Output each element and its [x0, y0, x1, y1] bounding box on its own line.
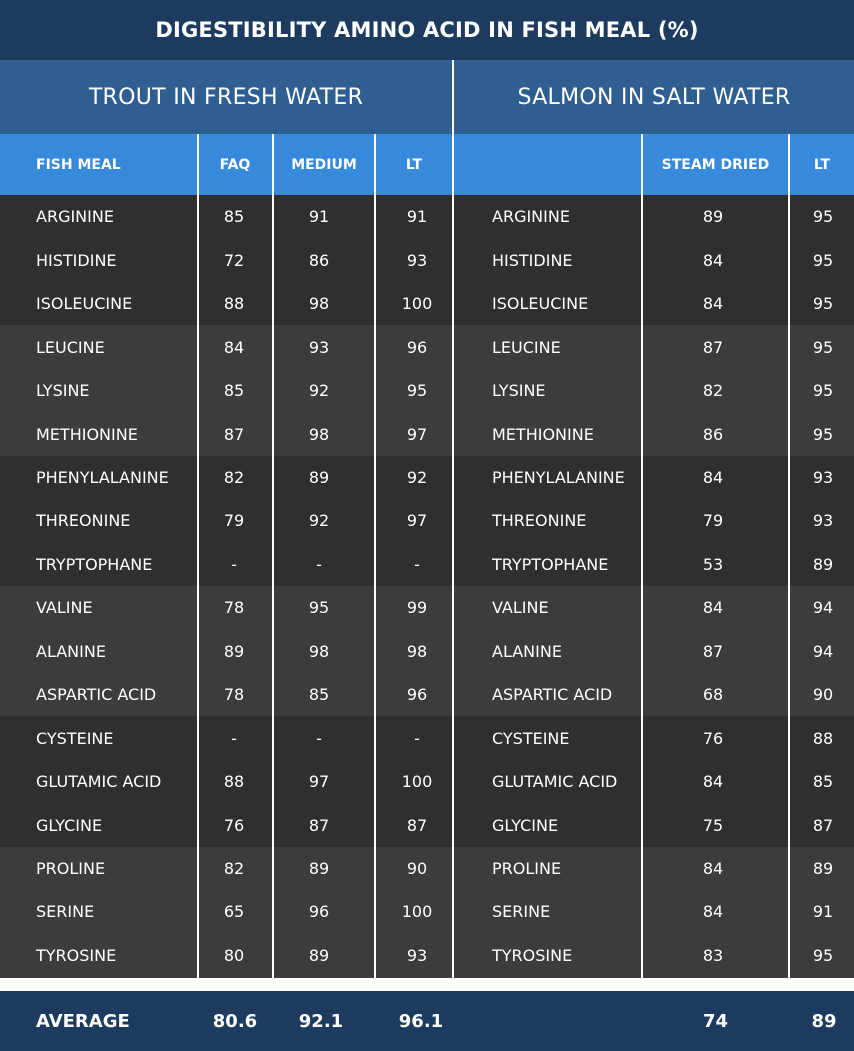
cell-amino-acid-salmon: ASPARTIC ACID: [492, 685, 613, 705]
table-row: [0, 412, 854, 456]
cell-steam-dried: 76: [702, 728, 724, 748]
cell-amino-acid: HISTIDINE: [36, 250, 117, 270]
cell-amino-acid: PHENYLALANINE: [36, 467, 169, 487]
group-header-trout: TROUT IN FRESH WATER: [88, 84, 364, 110]
cell-steam-dried: 83: [702, 945, 724, 965]
cell-amino-acid-salmon: GLYCINE: [492, 815, 559, 835]
cell-lt: 93: [406, 945, 428, 965]
cell-steam-dried: 82: [702, 381, 724, 401]
cell-lt-salmon: 94: [812, 598, 834, 618]
cell-faq: 78: [223, 598, 245, 618]
cell-faq: 80: [223, 945, 245, 965]
cell-lt: 87: [406, 815, 428, 835]
column-header-steam-dried: STEAM DRIED: [661, 156, 770, 173]
cell-amino-acid-salmon: LEUCINE: [492, 337, 561, 357]
cell-lt: -: [414, 554, 420, 574]
cell-amino-acid-salmon: VALINE: [492, 598, 549, 618]
cell-lt: 97: [406, 511, 428, 531]
average-row: [0, 991, 854, 1051]
cell-amino-acid: VALINE: [36, 598, 93, 618]
cell-steam-dried: 75: [702, 815, 724, 835]
cell-steam-dried: 89: [702, 207, 724, 227]
cell-lt: 100: [401, 294, 433, 314]
table-row: [0, 369, 854, 413]
column-header-medium: MEDIUM: [291, 156, 357, 173]
cell-amino-acid-salmon: ISOLEUCINE: [492, 294, 589, 314]
cell-amino-acid: TYROSINE: [36, 945, 117, 965]
cell-lt: 96: [406, 685, 428, 705]
cell-amino-acid: ASPARTIC ACID: [36, 685, 157, 705]
cell-lt-salmon: 85: [812, 772, 834, 792]
cell-amino-acid: TRYPTOPHANE: [36, 554, 153, 574]
cell-amino-acid-salmon: PHENYLALANINE: [492, 467, 625, 487]
table-row: [0, 673, 854, 717]
average-steam-dried: 74: [702, 1010, 729, 1032]
cell-medium: 91: [308, 207, 330, 227]
cell-faq: 78: [223, 685, 245, 705]
cell-medium: -: [316, 728, 322, 748]
cell-amino-acid-salmon: PROLINE: [492, 859, 562, 878]
cell-amino-acid: SERINE: [36, 902, 95, 922]
cell-medium: 85: [308, 685, 330, 705]
cell-lt-salmon: 94: [812, 641, 834, 661]
table-row: [0, 325, 854, 369]
cell-steam-dried: 68: [702, 685, 724, 705]
cell-amino-acid-salmon: ARGININE: [492, 207, 570, 227]
column-header-lt-salmon: LT: [813, 156, 831, 173]
cell-lt: 90: [406, 859, 428, 878]
cell-faq: 85: [223, 207, 245, 227]
table-row: [0, 543, 854, 587]
table-row: [0, 630, 854, 674]
table-row: [0, 499, 854, 543]
cell-faq: -: [231, 554, 237, 574]
cell-faq: 82: [223, 859, 245, 878]
column-header-blank: [492, 134, 640, 195]
cell-lt: 98: [406, 641, 428, 661]
cell-amino-acid: ISOLEUCINE: [36, 294, 133, 314]
cell-medium: 89: [308, 859, 330, 878]
table-row: [0, 716, 854, 760]
cell-faq: 88: [223, 294, 245, 314]
cell-lt-salmon: 93: [812, 467, 834, 487]
cell-steam-dried: 53: [702, 554, 724, 574]
cell-steam-dried: 86: [702, 424, 724, 444]
cell-medium: 87: [308, 815, 330, 835]
table-row: [0, 238, 854, 282]
column-header-row: [0, 134, 854, 195]
average-lt: 96.1: [398, 1010, 444, 1032]
cell-amino-acid-salmon: ALANINE: [492, 641, 562, 661]
cell-lt: 92: [406, 467, 428, 487]
cell-lt-salmon: 95: [812, 250, 834, 270]
column-header-fish-meal: FISH MEAL: [36, 156, 121, 173]
column-separator: [374, 134, 376, 985]
cell-medium: 86: [308, 250, 330, 270]
cell-amino-acid: METHIONINE: [36, 424, 138, 444]
average-medium: 92.1: [298, 1010, 344, 1032]
cell-amino-acid-salmon: GLUTAMIC ACID: [492, 772, 618, 792]
cell-lt: 99: [406, 598, 428, 618]
cell-steam-dried: 84: [702, 772, 724, 792]
column-separator: [272, 134, 274, 985]
cell-faq: 65: [223, 902, 245, 922]
cell-medium: -: [316, 554, 322, 574]
cell-lt-salmon: 91: [812, 902, 834, 922]
cell-lt-salmon: 95: [812, 945, 834, 965]
cell-faq: 72: [223, 250, 245, 270]
group-header-salmon: SALMON IN SALT WATER: [517, 84, 791, 110]
cell-steam-dried: 84: [702, 902, 724, 922]
table-body: [0, 195, 854, 985]
cell-faq: 87: [223, 424, 245, 444]
cell-lt-salmon: 88: [812, 728, 834, 748]
table-row: [0, 586, 854, 630]
cell-amino-acid: CYSTEINE: [36, 728, 114, 748]
cell-lt: 91: [406, 207, 428, 227]
cell-faq: 89: [223, 641, 245, 661]
table-row: [0, 195, 854, 239]
average-lt-salmon: 89: [811, 1010, 837, 1032]
cell-medium: 98: [308, 424, 330, 444]
cell-amino-acid-salmon: CYSTEINE: [492, 728, 570, 748]
cell-amino-acid: GLUTAMIC ACID: [36, 772, 162, 792]
cell-faq: 85: [223, 381, 245, 401]
group-header-row: [0, 60, 854, 134]
cell-steam-dried: 79: [702, 511, 724, 531]
cell-lt: -: [414, 728, 420, 748]
cell-lt-salmon: 89: [812, 554, 834, 574]
cell-medium: 89: [308, 467, 330, 487]
cell-medium: 92: [308, 511, 330, 531]
cell-amino-acid-salmon: LYSINE: [492, 381, 546, 401]
column-separator: [788, 134, 790, 985]
table-row: [0, 890, 854, 934]
cell-lt: 97: [406, 424, 428, 444]
cell-amino-acid-salmon: TRYPTOPHANE: [492, 554, 609, 574]
cell-faq: 79: [223, 511, 245, 531]
cell-amino-acid-salmon: HISTIDINE: [492, 250, 573, 270]
cell-faq: 82: [223, 467, 245, 487]
cell-faq: 84: [223, 337, 245, 357]
cell-amino-acid: LYSINE: [36, 381, 90, 401]
cell-lt-salmon: 95: [812, 207, 834, 227]
cell-lt-salmon: 89: [812, 859, 834, 878]
cell-amino-acid: ARGININE: [36, 207, 114, 227]
cell-faq: 88: [223, 772, 245, 792]
column-separator: [641, 134, 643, 985]
cell-medium: 96: [308, 902, 330, 922]
cell-amino-acid-salmon: SERINE: [492, 902, 551, 922]
cell-lt-salmon: 95: [812, 424, 834, 444]
cell-lt-salmon: 87: [812, 815, 834, 835]
average-label: AVERAGE: [36, 1010, 130, 1032]
table-row: [0, 456, 854, 500]
average-faq: 80.6: [212, 1010, 258, 1032]
cell-medium: 97: [308, 772, 330, 792]
cell-amino-acid-salmon: TYROSINE: [492, 945, 573, 965]
cell-amino-acid: LEUCINE: [36, 337, 105, 357]
cell-steam-dried: 84: [702, 467, 724, 487]
cell-amino-acid-salmon: THREONINE: [492, 511, 587, 531]
cell-faq: -: [231, 728, 237, 748]
table-row: [0, 934, 854, 978]
cell-amino-acid: GLYCINE: [36, 815, 103, 835]
cell-lt: 93: [406, 250, 428, 270]
cell-amino-acid: ALANINE: [36, 641, 106, 661]
cell-lt-salmon: 95: [812, 381, 834, 401]
cell-steam-dried: 84: [702, 250, 724, 270]
cell-medium: 89: [308, 945, 330, 965]
cell-lt: 96: [406, 337, 428, 357]
cell-amino-acid: PROLINE: [36, 859, 106, 878]
cell-medium: 92: [308, 381, 330, 401]
table-row: [0, 803, 854, 847]
cell-steam-dried: 84: [702, 598, 724, 618]
cell-medium: 93: [308, 337, 330, 357]
cell-lt: 95: [406, 381, 428, 401]
cell-steam-dried: 84: [702, 294, 724, 314]
cell-faq: 76: [223, 815, 245, 835]
column-separator: [452, 134, 454, 985]
table-row: [0, 760, 854, 804]
column-separator: [197, 134, 199, 985]
column-header-faq: FAQ: [219, 156, 251, 173]
cell-amino-acid: THREONINE: [36, 511, 131, 531]
cell-lt: 100: [401, 902, 433, 922]
cell-steam-dried: 84: [702, 859, 724, 878]
column-header-lt: LT: [405, 156, 423, 173]
cell-steam-dried: 87: [702, 337, 724, 357]
cell-amino-acid-salmon: METHIONINE: [492, 424, 594, 444]
cell-lt-salmon: 95: [812, 294, 834, 314]
cell-lt: 100: [401, 772, 433, 792]
cell-medium: 98: [308, 641, 330, 661]
cell-lt-salmon: 93: [812, 511, 834, 531]
cell-medium: 95: [308, 598, 330, 618]
table-row: [0, 282, 854, 326]
cell-lt-salmon: 90: [812, 685, 834, 705]
cell-steam-dried: 87: [702, 641, 724, 661]
table-title: DIGESTIBILITY AMINO ACID IN FISH MEAL (%): [0, 0, 854, 60]
table-row: [0, 847, 854, 891]
cell-medium: 98: [308, 294, 330, 314]
cell-lt-salmon: 95: [812, 337, 834, 357]
